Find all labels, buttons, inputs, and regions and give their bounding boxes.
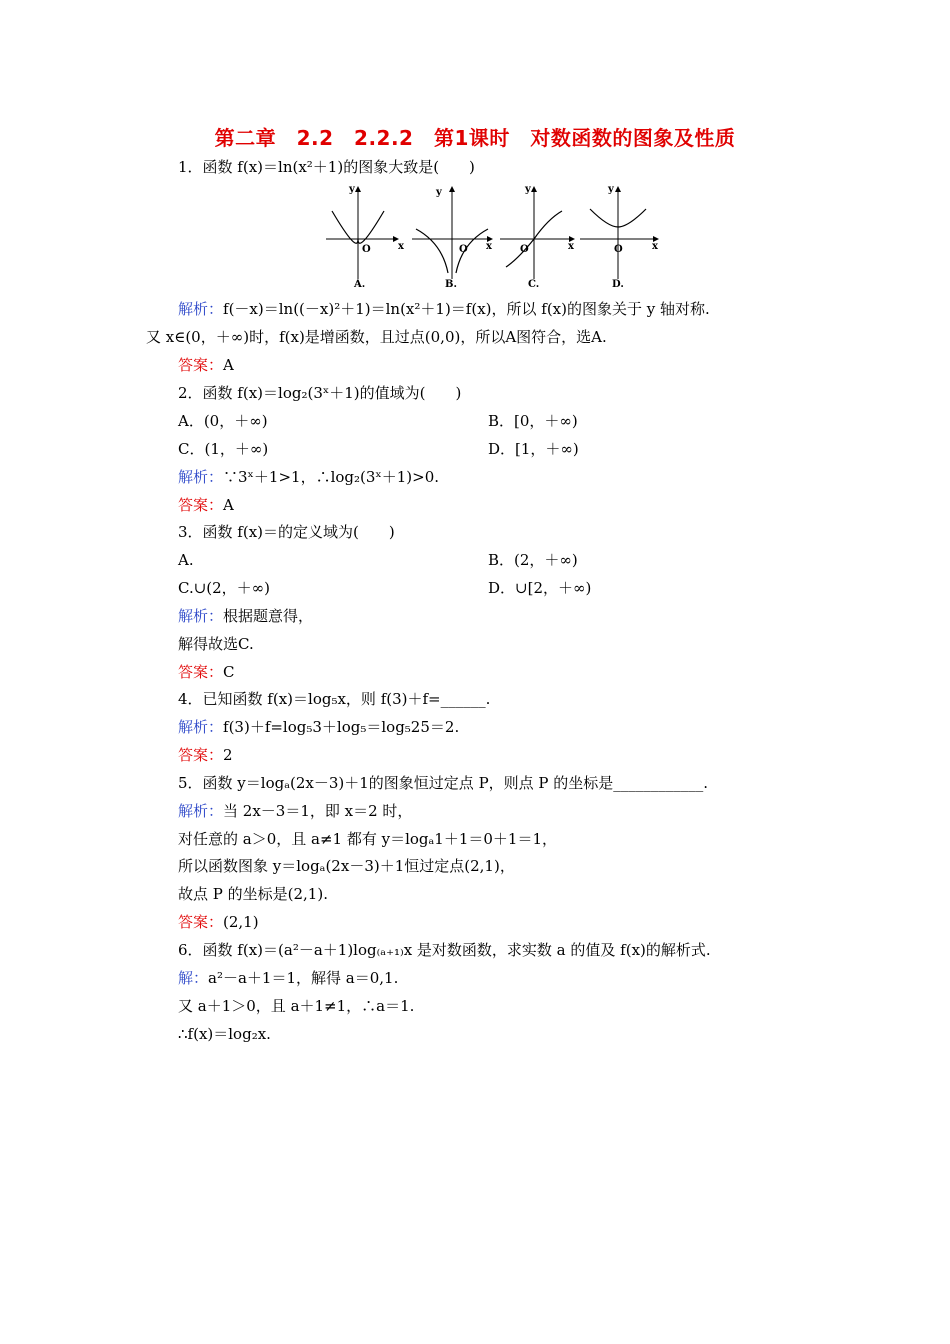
q1-graphs-svg [322,183,662,291]
graph-a-y-label: y [349,184,355,195]
answer-label: 答案： [178,913,224,931]
q2-analysis-text: ∵3ˣ＋1>1，∴log₂(3ˣ＋1)>0. [223,468,440,486]
answer-label: 答案： [178,746,224,764]
graph-b [412,187,493,290]
graph-b-y-label: y [436,187,442,198]
q2-option-b: B．[0，＋∞) [488,412,578,430]
graph-b-label: B. [445,279,457,290]
q5-answer-value: (2,1) [223,913,259,931]
graph-d [580,184,659,290]
q1-analysis [178,299,710,319]
graph-b-curve-left [416,229,448,273]
q3-analysis-line-2: 解得故选C. [178,635,254,653]
q6-solution [178,968,398,988]
q3-stem: 3．函数 f(x)＝的定义域为( ) [178,523,395,541]
graph-d-origin: O [614,244,623,255]
page-title: 第二章 2.2 2.2.2 第1课时 对数函数的图象及性质 [214,126,736,150]
analysis-label: 解析： [178,718,224,736]
q4-analysis-text: f(3)＋f=log₅3＋log₅＝log₅25＝2. [223,718,460,736]
q5-stem: 5．函数 y＝logₐ(2x－3)＋1的图象恒过定点 P，则点 P 的坐标是____________. [178,774,709,792]
q1-graph-options [322,183,662,291]
graph-a-label: A. [354,279,366,290]
q5-analysis-line-3: 所以函数图象 y＝logₐ(2x－3)＋1恒过定点(2,1)， [178,857,515,875]
q1-analysis-line-2: 又 x∈(0，＋∞)时，f(x)是增函数，且过点(0,0)，所以A图符合，选A. [146,328,607,346]
q3-analysis [178,606,313,626]
graph-a-x-label: x [398,241,404,252]
answer-label: 答案： [178,356,224,374]
q2-stem: 2．函数 f(x)＝log₂(3ˣ＋1)的值域为( ) [178,384,462,402]
q2-analysis [178,467,439,487]
q5-analysis-text-1: 当 2x－3＝1，即 x＝2 时， [223,802,413,820]
q1-answer-value: A [223,356,234,374]
q6-stem: 6．函数 f(x)＝(a²－a＋1)log₍ₐ₊₁₎x 是对数函数，求实数 a 的值及 f(x)的解析式. [178,941,711,959]
analysis-label: 解析： [178,300,224,318]
q4-answer [178,745,233,765]
q2-option-a: A．(0，＋∞) [178,412,268,430]
q6-solution-line-2: 又 a＋1＞0，且 a＋1≠1，∴a＝1. [178,997,415,1015]
analysis-label: 解析： [178,802,224,820]
q2-answer [178,495,234,515]
analysis-label: 解析： [178,607,224,625]
q3-answer-value: C [223,663,235,681]
analysis-label: 解析： [178,468,224,486]
q3-analysis-text-1: 根据题意得， [223,607,314,625]
q6-solution-text-1: a²－a＋1＝1，解得 a＝0,1. [208,969,399,987]
q1-stem: 1．函数 f(x)＝ln(x²＋1)的图象大致是( ) [178,158,475,176]
graph-a [326,184,405,290]
graph-d-y-label: y [608,184,614,195]
q1-analysis-text-1: f(－x)＝ln((－x)²＋1)＝ln(x²＋1)＝f(x)，所以 f(x)的图象关于 y 轴对称. [223,300,710,318]
graph-c [500,184,575,290]
answer-label: 答案： [178,496,224,514]
q1-answer [178,355,234,375]
q4-answer-value: 2 [223,746,233,764]
graph-c-x-label: x [568,241,574,252]
q6-solution-line-3: ∴f(x)＝log₂x. [178,1025,271,1043]
q5-analysis-line-4: 故点 P 的坐标是(2,1). [178,885,328,903]
q3-option-a: A. [178,551,194,569]
graph-b-origin: O [459,244,468,255]
q3-option-c: C.∪(2，＋∞) [178,579,271,597]
graph-d-label: D. [612,279,624,290]
graph-b-x-label: x [486,241,492,252]
graph-c-y-label: y [525,184,531,195]
q4-analysis [178,717,459,737]
q2-answer-value: A [223,496,234,514]
graph-a-origin: O [362,244,371,255]
q2-option-c: C．(1，＋∞) [178,440,269,458]
q5-analysis [178,801,412,821]
q2-option-d: D．[1，＋∞) [488,440,579,458]
q5-answer [178,912,259,932]
q3-option-b: B．(2，＋∞) [488,551,578,569]
q4-stem: 4．已知函数 f(x)＝log₅x，则 f(3)＋f=______. [178,690,491,708]
graph-d-x-label: x [652,241,658,252]
answer-label: 答案： [178,663,224,681]
q5-analysis-line-2: 对任意的 a＞0，且 a≠1 都有 y＝logₐ1＋1＝0＋1＝1， [178,830,558,848]
graph-c-label: C. [528,279,540,290]
graph-c-origin: O [520,244,529,255]
q3-option-d: D．∪[2，＋∞) [488,579,592,597]
q3-answer [178,662,235,682]
solution-label: 解： [178,969,209,987]
